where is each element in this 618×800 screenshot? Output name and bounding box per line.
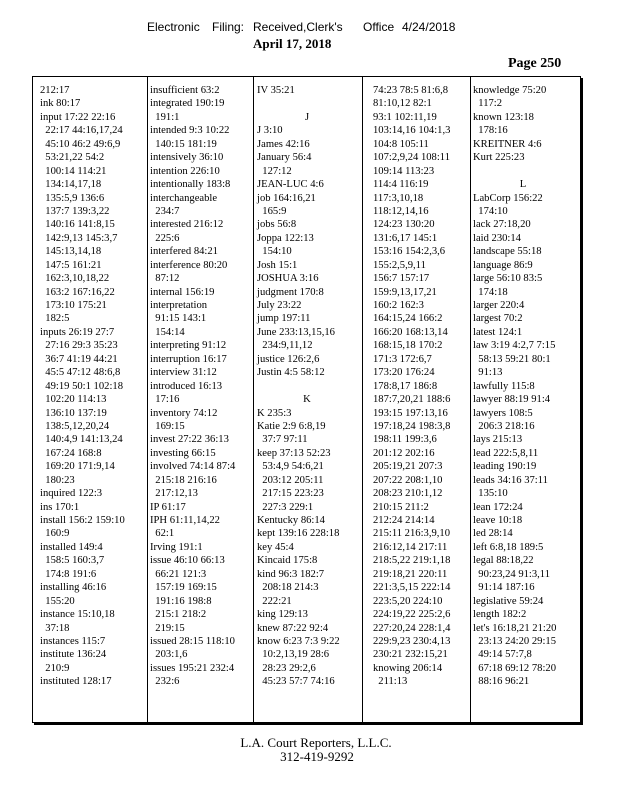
index-entry-line: 167:24 168:8	[40, 447, 102, 459]
index-entry-line: institute 136:24	[40, 649, 107, 661]
index-entry-line: kept 139:16 228:18	[257, 528, 340, 540]
index-entry-line: knew 87:22 92:4	[257, 622, 329, 634]
index-entry-line: 140:15 181:19	[150, 138, 217, 150]
footer-phone: 312-419-9292	[280, 749, 354, 764]
index-entry-line: 10:2,13,19 28:6	[257, 649, 330, 661]
header-office-date: 4/24/2018	[402, 20, 456, 34]
index-entry-line: 138:5,12,20,24	[40, 420, 110, 432]
index-entry-line: 203:1,6	[150, 649, 188, 661]
index-entry-line: 227:3 229:1	[257, 501, 314, 513]
index-entry-line: leave 10:18	[473, 515, 523, 526]
index-entry-line: 134:14,17,18	[40, 179, 102, 191]
index-entry-line: 232:6	[150, 676, 180, 688]
index-entry-line: interchangeable	[150, 192, 218, 204]
index-entry-line: 49:19 50:1 102:18	[40, 380, 123, 392]
index-entry-line: 169:20 171:9,14	[40, 461, 115, 473]
page-number: Page 250	[508, 56, 562, 71]
index-entry-line: laid 230:14	[473, 232, 521, 244]
index-entry-line: 88:16 96:21	[473, 676, 530, 688]
index-entry-line: 193:15 197:13,16	[373, 407, 448, 419]
index-entry-line: issue 46:10 66:13	[150, 555, 225, 567]
index-entry-line: 216:12,14 217:11	[373, 541, 448, 553]
index-entry-line: 118:12,14,16	[373, 205, 429, 217]
index-entry-line: intention 226:10	[150, 165, 220, 177]
index-entry-line: latest 124:1	[473, 326, 523, 338]
index-entry-line: issued 28:15 118:10	[150, 635, 235, 647]
index-entry-line: 162:3,10,18,22	[40, 273, 110, 285]
index-entry-line: 37:7 97:11	[257, 434, 308, 446]
index-entry-line: 163:2 167:16,22	[40, 286, 115, 298]
index-entry-line: Kurt 225:23	[473, 152, 525, 164]
index-entry-line: 100:14 114:21	[40, 165, 107, 177]
index-entry-line: 215:1 218:2	[150, 609, 207, 621]
index-entry-line: 191:1	[150, 111, 180, 123]
index-entry-line: intensively 36:10	[150, 152, 224, 164]
index-entry-line: 27:16 29:3 35:23	[40, 340, 118, 352]
index-entry-line: 210:9	[40, 662, 70, 674]
index-entry-line: 17:16	[150, 394, 180, 406]
index-entry-line: lack 27:18,20	[473, 219, 531, 231]
index-entry-line: JEAN-LUC 4:6	[257, 179, 324, 191]
index-entry-line: 158:5 160:3,7	[40, 555, 105, 567]
index-entry-line: 173:20 176:24	[373, 367, 435, 379]
index-entry-line: 91:15 143:1	[150, 313, 207, 325]
index-entry-line: 166:20 168:13,14	[373, 326, 448, 338]
index-entry-line: 49:14 57:7,8	[473, 649, 532, 661]
index-entry-line: introduced 16:13	[150, 380, 223, 392]
index-entry-line: lawfully 115:8	[473, 380, 535, 392]
index-entry-line: law 3:19 4:2,7 7:15	[473, 340, 556, 352]
index-entry-line: 203:12 205:11	[257, 474, 324, 486]
column-divider	[253, 76, 254, 723]
index-entry-line: judgment 170:8	[257, 286, 324, 298]
index-entry-line: 164:15,24 166:2	[373, 313, 443, 325]
index-entry-line: 93:1 102:11,19	[373, 111, 437, 123]
index-entry-line: 81:10,12 82:1	[373, 98, 432, 110]
index-entry-line: 217:15 223:23	[257, 488, 324, 500]
index-entry-line: 22:17 44:16,17,24	[40, 125, 123, 137]
index-entry-line: know 6:23 7:3 9:22	[257, 635, 340, 647]
index-entry-line: Joppa 122:13	[257, 232, 314, 244]
index-entry-line: James 42:16	[257, 138, 310, 150]
index-entry-line: July 23:22	[257, 300, 302, 311]
index-entry-line: 180:23	[40, 474, 75, 486]
index-entry-line: 215:18 216:16	[150, 474, 217, 486]
column-divider	[147, 76, 148, 723]
index-entry-line: internal 156:19	[150, 286, 215, 298]
index-entry-line: 171:3 172:6,7	[373, 353, 432, 365]
index-entry-line: lays 215:13	[473, 434, 523, 446]
index-entry-line: 225:6	[150, 232, 180, 244]
index-entry-line: knowledge 75:20	[473, 85, 547, 96]
index-entry-line: Justin 4:5 58:12	[257, 367, 325, 379]
index-entry-line: 135:10	[473, 488, 508, 500]
index-entry-line: IV 35:21	[257, 85, 295, 96]
index-entry-line: 234:7	[150, 205, 180, 217]
index-entry-line: 230:21 232:15,21	[373, 649, 448, 661]
index-entry-line: lawyer 88:19 91:4	[473, 394, 551, 406]
index-entry-line: intended 9:3 10:22	[150, 125, 230, 137]
header-received: Received,Clerk's	[253, 20, 343, 34]
index-entry-line: 155:2,5,9,11	[373, 259, 426, 271]
index-entry-line: 127:12	[257, 165, 292, 177]
index-entry-line: 197:18,24 198:3,8	[373, 420, 451, 432]
index-entry-line: June 233:13,15,16	[257, 326, 335, 338]
index-entry-line: IPH 61:11,14,22	[150, 515, 220, 526]
index-entry-line: 45:5 47:12 48:6,8	[40, 367, 121, 379]
index-entry-line: 208:18 214:3	[257, 582, 319, 594]
index-entry-line: 62:1	[150, 528, 175, 540]
index-entry-line: invest 27:22 36:13	[150, 434, 229, 446]
index-entry-line: insufficient 63:2	[150, 85, 220, 96]
index-entry-line: input 17:22 22:16	[40, 111, 116, 123]
index-entry-line: 102:20 114:13	[40, 394, 107, 406]
index-entry-line: 114:4 116:19	[373, 179, 429, 191]
index-blank-line	[257, 97, 357, 110]
index-column-4	[373, 84, 473, 689]
index-entry-line: J 3:10	[257, 125, 283, 137]
transcript-date: April 17, 2018	[253, 36, 332, 51]
index-entry-line: installed 149:4	[40, 541, 103, 553]
index-entry-line: 205:19,21 207:3	[373, 461, 443, 473]
index-entry-line: inquired 122:3	[40, 488, 103, 500]
index-entry-line: involved 74:14 87:4	[150, 461, 236, 473]
index-entry-line: 37:18	[40, 622, 70, 634]
index-entry-line: left 6:8,18 189:5	[473, 541, 544, 553]
index-entry-line: 23:13 24:20 29:15	[473, 635, 556, 647]
index-entry-line: 221:3,5,15 222:14	[373, 582, 451, 594]
index-entry-line: interference 80:20	[150, 259, 228, 271]
index-entry-line: 187:7,20,21 188:6	[373, 394, 451, 406]
index-entry-line: 201:12 202:16	[373, 447, 435, 459]
index-entry-line: landscape 55:18	[473, 246, 542, 258]
index-entry-line: install 156:2 159:10	[40, 515, 125, 526]
index-letter-heading: L	[519, 179, 527, 191]
index-entry-line: Josh 15:1	[257, 259, 298, 271]
index-entry-line: king 129:13	[257, 609, 308, 621]
index-entry-line: Kentucky 86:14	[257, 515, 325, 526]
index-entry-line: large 56:10 83:5	[473, 273, 543, 285]
index-blank-line	[257, 380, 357, 393]
index-entry-line: 67:18 69:12 78:20	[473, 662, 556, 674]
index-entry-line: 155:20	[40, 595, 75, 607]
index-entry-line: inventory 74:12	[150, 407, 218, 419]
index-entry-line: keep 37:13 52:23	[257, 447, 331, 459]
index-entry-line: lead 222:5,8,11	[473, 447, 539, 459]
index-entry-line: 45:10 46:2 49:6,9	[40, 138, 121, 150]
index-entry-line: 117:3,10,18	[373, 192, 424, 204]
index-entry-line: 107:2,9,24 108:11	[373, 152, 451, 164]
index-entry-line: January 56:4	[257, 152, 312, 164]
index-entry-line: 165:9	[257, 205, 287, 217]
header-office: Office	[363, 20, 395, 34]
footer-company: L.A. Court Reporters, L.L.C.	[240, 735, 392, 750]
index-entry-line: 137:7 139:3,22	[40, 205, 110, 217]
index-entry-line: ink 80:17	[40, 98, 81, 110]
index-entry-line: 215:11 216:3,9,10	[373, 528, 451, 540]
index-entry-line: 178:8,17 186:8	[373, 380, 438, 392]
index-entry-line: 156:7 157:17	[373, 273, 430, 285]
index-entry-line: larger 220:4	[473, 300, 525, 311]
index-entry-line: 212:17	[40, 85, 70, 96]
index-entry-line: instituted 128:17	[40, 676, 112, 688]
index-entry-line: instance 15:10,18	[40, 609, 115, 621]
index-entry-line: 211:13	[373, 676, 408, 688]
index-entry-line: 223:5,20 224:10	[373, 595, 443, 607]
index-entry-line: 227:20,24 228:1,4	[373, 622, 451, 634]
index-entry-line: 219:18,21 220:11	[373, 568, 448, 580]
index-entry-line: 74:23 78:5 81:6,8	[373, 85, 449, 96]
index-entry-line: leading 190:19	[473, 461, 537, 473]
index-entry-line: largest 70:2	[473, 313, 523, 325]
index-column-3	[257, 84, 357, 689]
index-entry-line: installing 46:16	[40, 582, 107, 594]
index-column-1	[40, 84, 140, 689]
index-entry-line: 45:23 57:7 74:16	[257, 676, 335, 688]
index-entry-line: instances 115:7	[40, 635, 106, 647]
index-entry-line: Kincaid 175:8	[257, 555, 318, 567]
index-entry-line: 169:15	[150, 420, 185, 432]
index-entry-line: 154:10	[257, 246, 292, 258]
index-entry-line: 58:13 59:21 80:1	[473, 353, 551, 365]
index-entry-line: 219:15	[150, 622, 185, 634]
index-column-2	[150, 84, 250, 689]
index-entry-line: 191:16 198:8	[150, 595, 212, 607]
index-entry-line: 159:9,13,17,21	[373, 286, 437, 298]
index-entry-line: 218:5,22 219:1,18	[373, 555, 451, 567]
index-entry-line: 154:14	[150, 326, 185, 338]
index-entry-line: interested 216:12	[150, 219, 224, 231]
index-entry-line: KREITNER 4:6	[473, 138, 542, 150]
index-entry-line: key 45:4	[257, 541, 294, 553]
column-divider	[362, 76, 363, 723]
index-entry-line: 53:4,9 54:6,21	[257, 461, 324, 473]
index-entry-line: 66:21 121:3	[150, 568, 207, 580]
index-entry-line: let's 16:18,21 21:20	[473, 622, 557, 634]
index-entry-line: inputs 26:19 27:7	[40, 326, 115, 338]
index-entry-line: 229:9,23 230:4,13	[373, 635, 451, 647]
index-entry-line: 36:7 41:19 44:21	[40, 353, 118, 365]
index-entry-line: 103:14,16 104:1,3	[373, 125, 451, 137]
index-entry-line: 135:5,9 136:6	[40, 192, 105, 204]
index-entry-line: interpreting 91:12	[150, 340, 227, 352]
index-letter-heading: J	[304, 111, 310, 123]
index-entry-line: language 86:9	[473, 259, 533, 271]
index-entry-line: job 164:16,21	[257, 192, 316, 204]
index-entry-line: 222:21	[257, 595, 292, 607]
index-entry-line: interfered 84:21	[150, 246, 218, 258]
index-entry-line: 117:2	[473, 98, 503, 110]
index-entry-line: 104:8 105:11	[373, 138, 429, 150]
index-entry-line: 140:16 141:8,15	[40, 219, 115, 231]
index-entry-line: 217:12,13	[150, 488, 198, 500]
index-entry-line: lean 172:24	[473, 501, 523, 513]
index-entry-line: 131:6,17 145:1	[373, 232, 438, 244]
index-entry-line: K 235:3	[257, 407, 292, 419]
index-entry-line: 124:23 130:20	[373, 219, 435, 231]
index-entry-line: leads 34:16 37:11	[473, 474, 548, 486]
index-entry-line: 174:8 191:6	[40, 568, 97, 580]
index-entry-line: 153:16 154:2,3,6	[373, 246, 446, 258]
index-entry-line: ins 170:1	[40, 501, 80, 513]
index-entry-line: 136:10 137:19	[40, 407, 107, 419]
index-entry-line: interruption 16:17	[150, 353, 227, 365]
index-entry-line: 206:3 218:16	[473, 420, 535, 432]
index-entry-line: 174:10	[473, 205, 508, 217]
index-entry-line: led 28:14	[473, 528, 513, 540]
index-entry-line: 53:21,22 54:2	[40, 152, 105, 164]
index-entry-line: JOSHUA 3:16	[257, 273, 319, 285]
index-entry-line: 178:16	[473, 125, 508, 137]
index-entry-line: known 123:18	[473, 111, 534, 123]
index-letter-heading: K	[303, 394, 311, 406]
index-entry-line: LabCorp 156:22	[473, 192, 543, 204]
index-entry-line: 109:14 113:23	[373, 165, 435, 177]
index-entry-line: 207:22 208:1,10	[373, 474, 443, 486]
index-entry-line: intentionally 183:8	[150, 179, 231, 191]
index-entry-line: kind 96:3 182:7	[257, 568, 325, 580]
index-entry-line: interview 31:12	[150, 367, 217, 379]
index-entry-line: 208:23 210:1,12	[373, 488, 443, 500]
index-entry-line: jump 197:11	[257, 313, 311, 325]
index-entry-line: 182:5	[40, 313, 70, 325]
index-entry-line: length 182:2	[473, 609, 527, 621]
index-entry-line: 142:9,13 145:3,7	[40, 232, 118, 244]
header-electronic: Electronic	[147, 20, 200, 34]
index-entry-line: 145:13,14,18	[40, 246, 102, 258]
index-entry-line: legal 88:18,22	[473, 555, 534, 567]
index-entry-line: Irving 191:1	[150, 541, 203, 553]
index-blank-line	[473, 165, 573, 178]
index-entry-line: legislative 59:24	[473, 595, 544, 607]
index-entry-line: 234:9,11,12	[257, 340, 313, 352]
index-entry-line: 198:11 199:3,6	[373, 434, 437, 446]
index-entry-line: 157:19 169:15	[150, 582, 217, 594]
index-entry-line: integrated 190:19	[150, 98, 225, 110]
index-entry-line: 212:24 214:14	[373, 515, 435, 526]
index-entry-line: 91:14 187:16	[473, 582, 535, 594]
index-entry-line: 160:2 162:3	[373, 300, 424, 311]
index-entry-line: 90:23,24 91:3,11	[473, 568, 551, 580]
index-column-5	[473, 84, 573, 689]
index-entry-line: lawyers 108:5	[473, 407, 533, 419]
index-entry-line: knowing 206:14	[373, 662, 443, 674]
index-entry-line: investing 66:15	[150, 447, 216, 459]
index-entry-line: interpretation	[150, 300, 208, 311]
header-filing: Filing:	[212, 20, 245, 34]
index-entry-line: Katie 2:9 6:8,19	[257, 420, 326, 432]
index-entry-line: 174:18	[473, 286, 508, 298]
index-entry-line: 140:4,9 141:13,24	[40, 434, 123, 446]
index-entry-line: IP 61:17	[150, 501, 186, 513]
index-entry-line: jobs 56:8	[257, 219, 297, 231]
index-entry-line: 168:15,18 170:2	[373, 340, 443, 352]
index-entry-line: 160:9	[40, 528, 70, 540]
index-entry-line: 28:23 29:2,6	[257, 662, 316, 674]
index-entry-line: 147:5 161:21	[40, 259, 102, 271]
index-entry-line: 173:10 175:21	[40, 300, 107, 311]
index-entry-line: 224:19,22 225:2,6	[373, 609, 451, 621]
index-entry-line: 210:15 211:2	[373, 501, 429, 513]
index-entry-line: issues 195:21 232:4	[150, 662, 235, 674]
index-entry-line: 91:13	[473, 367, 503, 379]
index-entry-line: 87:12	[150, 273, 180, 285]
index-entry-line: justice 126:2,6	[257, 353, 320, 365]
